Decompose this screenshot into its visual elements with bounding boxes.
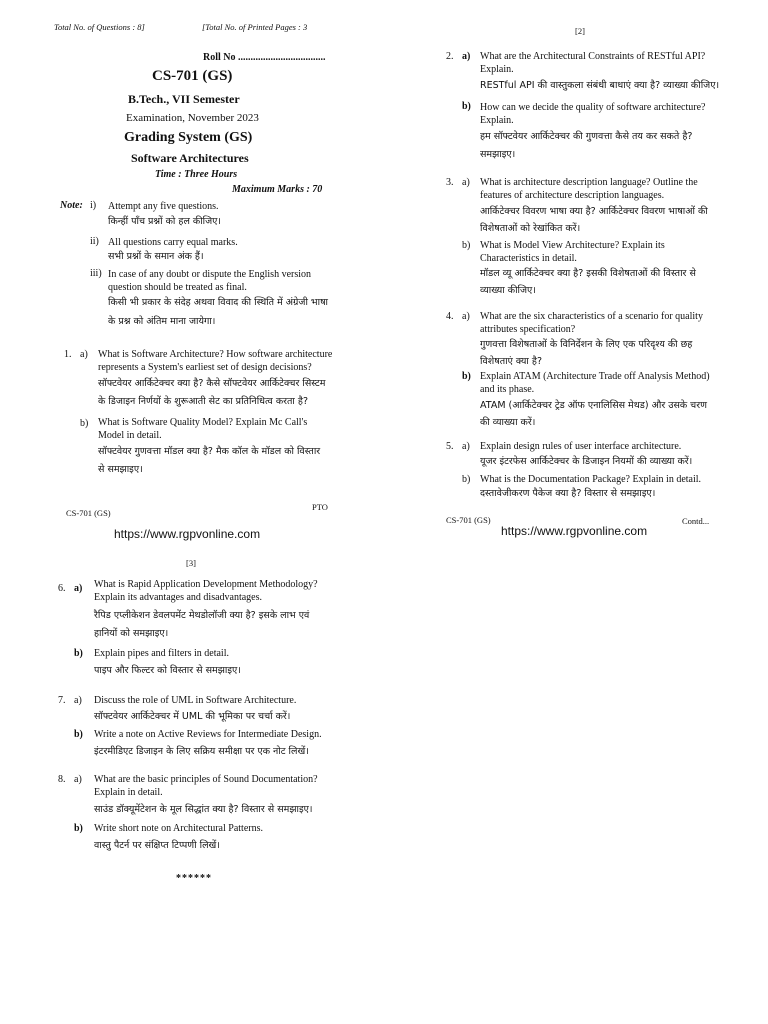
question-text-en: attributes specification?	[480, 324, 576, 335]
note-text-hi: किन्हीं पाँच प्रश्नों को हल कीजिए।	[108, 216, 222, 227]
question-text-en: What is Rapid Application Development Methodology?	[94, 579, 318, 590]
question-text-hi: की व्याख्या करें।	[480, 417, 536, 428]
question-text-en: What are the six characteristics of a scenario for quality	[480, 311, 703, 322]
question-text-en: What are the basic principles of Sound Documentation?	[94, 774, 318, 785]
question-text-hi: व्याख्या कीजिए।	[480, 285, 536, 296]
question-text-en: What is the Documentation Package? Explain in detail.	[480, 474, 702, 485]
note-num: i)	[90, 200, 97, 211]
question-text-hi: सॉफ्टवेयर गुणवत्ता मॉडल क्या है? मैक कॉल के मॉडल को विस्तार	[98, 446, 321, 457]
question-text-en: and its phase.	[480, 384, 535, 395]
question-text-hi: सॉफ्टवेयर आर्किटेक्चर में UML की भूमिका पर चर्चा करें।	[94, 711, 291, 722]
part-label: a)	[462, 441, 470, 452]
question-number: 6.	[58, 583, 66, 594]
footer-pto: PTO	[312, 502, 328, 512]
question-text-en: How can we decide the quality of software architecture?	[480, 102, 706, 113]
part-label: b)	[74, 729, 83, 740]
note-num: ii)	[90, 236, 99, 247]
question-number: 7.	[58, 695, 66, 706]
page-number: [3]	[186, 558, 196, 568]
footer-code: CS-701 (GS)	[66, 508, 111, 518]
program: B.Tech., VII Semester	[128, 92, 240, 106]
paper-code: CS-701 (GS)	[152, 68, 233, 84]
question-text-en: Explain.	[480, 64, 514, 75]
part-label: a)	[74, 583, 83, 594]
question-text-hi: वास्तु पैटर्न पर संक्षिप्त टिप्पणी लिखें।	[94, 840, 220, 851]
note-text-en: Attempt any five questions.	[108, 201, 219, 212]
part-label: b)	[74, 648, 83, 659]
question-text-hi: इंटरमीडिएट डिजाइन के लिए सक्रिय समीक्षा पर एक नोट लिखें।	[94, 746, 309, 757]
website-link[interactable]: https://www.rgpvonline.com	[114, 527, 261, 541]
question-text-hi: आर्किटेक्चर विवरण भाषा क्या है? आर्किटेक्चर विवरण भाषाओं की	[480, 206, 708, 217]
question-text-en: Explain design rules of user interface architecture.	[480, 441, 682, 452]
question-text-hi: यूजर इंटरफेस आर्किटेक्चर के डिजाइन नियमों की व्याख्या करें।	[480, 456, 693, 467]
question-number: 4.	[446, 311, 454, 322]
website-link[interactable]: https://www.rgpvonline.com	[501, 524, 648, 538]
question-text-en: Explain.	[480, 115, 514, 126]
part-label: a)	[74, 695, 82, 706]
roll-no: Roll No ...................................	[203, 52, 326, 63]
question-text-hi: दस्तावेजीकरण पैकेज क्या है? विस्तार से समझाइए।	[480, 488, 656, 499]
note-text-hi: किसी भी प्रकार के संदेह अथवा विवाद की स्थिति में अंग्रेजी भाषा	[108, 297, 329, 308]
question-text-en: Explain pipes and filters in detail.	[94, 648, 229, 659]
part-label: b)	[462, 240, 471, 251]
note-text-hi: सभी प्रश्नों के समान अंक हैं।	[108, 251, 204, 262]
question-text-hi: गुणवत्ता विशेषताओं के विनिर्देशन के लिए एक परिदृश्य की छह	[480, 339, 693, 350]
part-label: a)	[462, 311, 470, 322]
question-number: 3.	[446, 177, 454, 188]
question-text-hi: विशेषताएं क्या है?	[480, 356, 543, 367]
question-text-en: What is Software Quality Model? Explain Mc Call's	[98, 417, 308, 428]
question-text-hi: साउंड डॉक्यूमेंटेशन के मूल सिद्धांत क्या है? विस्तार से समझाइए।	[94, 804, 313, 815]
note-text-en: question should be treated as final.	[108, 282, 247, 293]
question-text-en: Discuss the role of UML in Software Architecture.	[94, 695, 297, 706]
question-text-hi: से समझाइए।	[98, 464, 143, 475]
grading-system: Grading System (GS)	[124, 130, 253, 145]
question-text-en: Characteristics in detail.	[480, 253, 577, 264]
total-printed-pages: [Total No. of Printed Pages : 3	[202, 22, 308, 32]
question-number: 5.	[446, 441, 454, 452]
exam-session: Examination, November 2023	[126, 112, 259, 124]
question-text-en: represents a System's earliest set of design decisions?	[98, 362, 312, 373]
note-text-hi: के प्रश्न को अंतिम माना जायेगा।	[108, 316, 216, 327]
part-label: a)	[462, 177, 470, 188]
question-text-en: Model in detail.	[98, 430, 162, 441]
part-label: b)	[462, 101, 471, 112]
question-text-hi: मॉडल व्यू आर्किटेक्चर क्या है? इसकी विशेषताओं की विस्तार से	[480, 268, 696, 279]
question-text-en: What is Model View Architecture? Explain its	[480, 240, 665, 251]
end-mark: ******	[176, 873, 212, 884]
maximum-marks: Maximum Marks : 70	[232, 184, 323, 195]
question-text-hi: रैपिड एप्लीकेशन डेवलपमेंट मेथडोलॉजी क्या है? इसके लाभ एवं	[94, 610, 310, 621]
note-text-en: All questions carry equal marks.	[108, 237, 238, 248]
question-text-hi: समझाइए।	[480, 149, 516, 160]
part-label: b)	[74, 823, 83, 834]
part-label: a)	[462, 51, 471, 62]
question-text-hi: पाइप और फिल्टर को विस्तार से समझाइए।	[94, 665, 241, 676]
question-text-hi: ATAM (आर्किटेक्चर ट्रेड ऑफ एनालिसिस मेथड) और उसके चरण	[480, 400, 707, 411]
question-text-hi: हानियों को समझाइए।	[94, 628, 169, 639]
note-label: Note:	[60, 200, 83, 211]
question-text-en: Explain in detail.	[94, 787, 163, 798]
question-text-hi: के डिजाइन निर्णयों के शुरूआती सेट का प्रतिनिधित्व करता है?	[98, 396, 308, 407]
question-text-en: Write a note on Active Reviews for Intermediate Design.	[94, 729, 322, 740]
subject-title: Software Architectures	[131, 151, 249, 165]
question-number: 2.	[446, 51, 454, 62]
question-text-hi: विशेषताओं को रेखांकित करें।	[480, 223, 581, 234]
total-questions: Total No. of Questions : 8]	[54, 22, 145, 32]
note-num: iii)	[90, 268, 102, 279]
question-text-en: Explain its advantages and disadvantages.	[94, 592, 263, 603]
question-text-en: What is Software Architecture? How software architecture	[98, 349, 333, 360]
question-text-hi: हम सॉफ्टवेयर आर्किटेक्चर की गुणवत्ता कैसे तय कर सकते है?	[480, 131, 693, 142]
question-text-en: features of architecture description languages.	[480, 190, 665, 201]
part-label: b)	[462, 474, 471, 485]
footer-contd: Contd...	[682, 516, 710, 526]
question-text-hi: RESTful API की वास्तुकला संबंधी बाधाएं क्या है? व्याख्या कीजिए।	[480, 80, 720, 91]
question-text-hi: सॉफ्टवेयर आर्किटेक्चर क्या है? कैसे सॉफ्टवेयर आर्किटेक्चर सिस्टम	[98, 378, 326, 389]
question-text-en: What are the Architectural Constraints of RESTful API?	[480, 51, 706, 62]
question-text-en: Explain ATAM (Architecture Trade off Analysis Method)	[480, 371, 710, 382]
part-label: a)	[80, 349, 88, 360]
question-number: 8.	[58, 774, 66, 785]
footer-code: CS-701 (GS)	[446, 515, 491, 525]
question-number: 1.	[64, 349, 72, 360]
part-label: b)	[462, 371, 471, 382]
page-number: [2]	[575, 26, 585, 36]
part-label: a)	[74, 774, 82, 785]
question-text-en: What is architecture description language? Outline the	[480, 177, 698, 188]
question-text-en: Write short note on Architectural Patterns.	[94, 823, 263, 834]
part-label: b)	[80, 418, 89, 429]
note-text-en: In case of any doubt or dispute the English version	[108, 269, 312, 280]
time-allowed: Time : Three Hours	[155, 169, 238, 180]
